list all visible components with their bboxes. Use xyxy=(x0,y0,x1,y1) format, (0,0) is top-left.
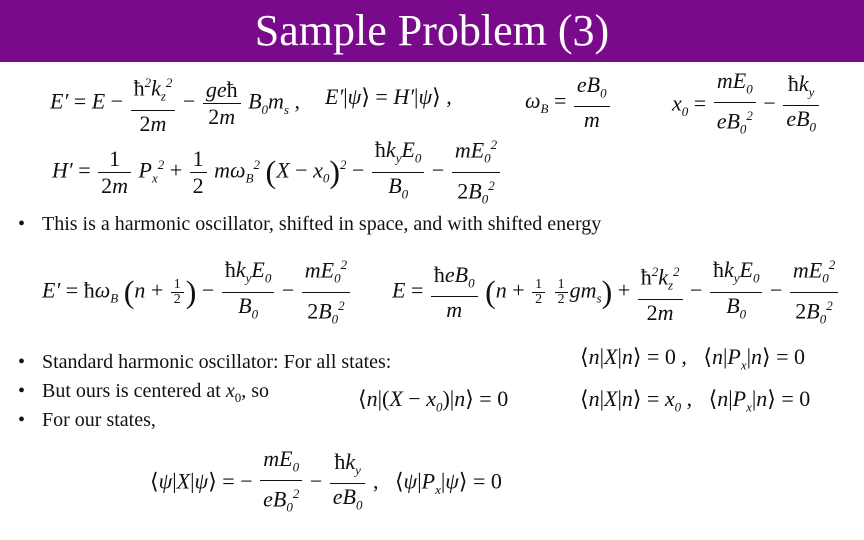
equation-hamiltonian: H′ = $\frac{1}{2m}$ $P_x^2$ + $\frac{1}{2}$ $m\omega_B^2$ $(X - x_0)^2$ − $\frac{ħk_yE_0}{B_0}$ − $\frac{mE_0^2}{2B_0^2}$ xyxy=(52,132,502,212)
equation-shifted-energy: $E' = ħ\omega_B$ (n + $\frac{1}{2}$ ) − $\frac{ħk_yE_0}{B_0}$ − $\frac{mE_0^2}{2B_0^2}$ xyxy=(42,252,352,332)
equation-psi-expectation: ⟨ψ|X|ψ⟩ = − $\frac{mE_0}{eB_0^2}$ − $\frac{ħk_y}{eB_0}$ , $⟨\psi|P_x|\psi⟩ = 0$ xyxy=(150,446,502,516)
bullet-text: But ours is centered at xyxy=(42,380,226,402)
bullet-text: For our states, xyxy=(42,409,156,431)
slide-title: Sample Problem (3) xyxy=(254,6,610,55)
equation-x0: $x_0$ = $\frac{mE_0}{eB_0^2}$ − $\frac{ħk_y}{eB_0}$ xyxy=(672,68,821,143)
equation-eigen: E′|ψ⟩ = H′|ψ⟩ , xyxy=(325,84,452,109)
bullet-centered: • But ours is centered at $x_0$, so xyxy=(18,380,270,405)
bullet-harmonic-oscillator: • This is a harmonic oscillator, shifted in space, and with shifted energy xyxy=(18,213,602,235)
equation-energy-shift: E′ = E − $\frac{ħ^2k_z^2}{2m}$ − $\frac{\text{geħ}}{2m}$ $B_0m_s$ , xyxy=(50,70,300,137)
equation-our-expectation: ⟨n|X|n⟩ = $x_0$ , $⟨n|P_x|n⟩ = 0$ xyxy=(580,386,811,415)
equation-shifted-expectation: ⟨n|(X − $x_0)|n⟩ = 0$ xyxy=(358,386,509,415)
bullet-sub: 0 xyxy=(234,390,242,405)
equation-standard-expectation: ⟨n|X|n⟩ = 0 , $⟨n|P_x|n⟩ = 0$ xyxy=(580,344,805,373)
bullet-text: This is a harmonic oscillator, shifted in space, and with shifted energy xyxy=(42,213,602,235)
bullet-our-states: • For our states, xyxy=(18,409,156,431)
bullet-text: , so xyxy=(241,380,270,402)
bullet-standard-oscillator: • Standard harmonic oscillator: For all states: xyxy=(18,351,392,373)
bullet-var: x xyxy=(225,380,235,402)
equation-omega: $\omega_B$ = $\frac{eB_0}{m}$ xyxy=(525,72,612,133)
equation-total-energy: E = $\frac{ħeB_0}{m}$ (n + $\frac{1}{2}$ $\frac{1}{2}$ $gm_s$) + $\frac{ħ^2k_z^2}{2m}$ − $\frac{ħk_yE_0}{B_0}$ − $\frac{mE_0^2}{2B_0^2}$ xyxy=(392,252,840,332)
bullet-text: Standard harmonic oscillator: For all states: xyxy=(42,351,392,373)
